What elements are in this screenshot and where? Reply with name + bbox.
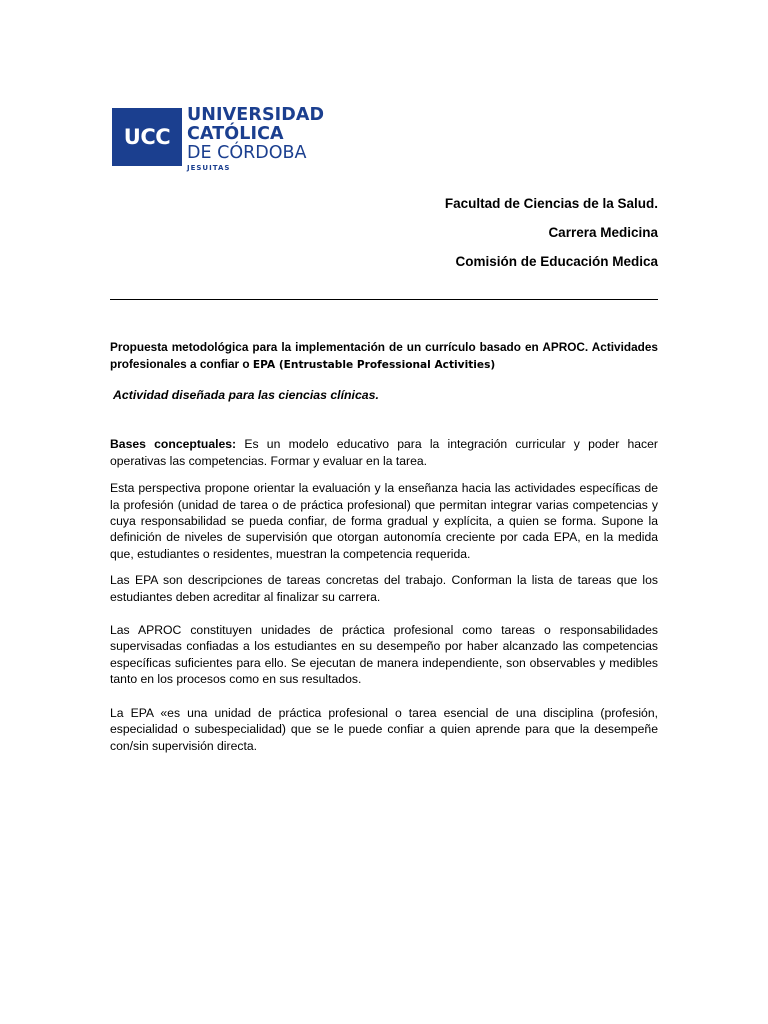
- document-title: [110, 339, 658, 374]
- logo-line-4: JESUITAS: [187, 164, 231, 172]
- commission-name: Comisión de Educación Medica: [455, 254, 658, 269]
- logo-mark: [112, 108, 182, 166]
- logo-line-2: CATÓLICA: [187, 124, 284, 144]
- title-epa: EPA (Entrustable Professional Activities): [252, 359, 496, 371]
- logo-line-1: UNIVERSIDAD: [187, 105, 325, 125]
- logo-mark-text: UCC: [123, 125, 171, 149]
- logo-wordmark: [187, 105, 325, 173]
- bases-text: Es un modelo educativo para la integración curricular y poder hacer operativas las competencias. Formar y evaluar en la tarea.: [110, 437, 658, 468]
- faculty-name: Facultad de Ciencias de la Salud.: [444, 196, 658, 211]
- career-name: Carrera Medicina: [548, 225, 658, 240]
- paragraph-epa-descripciones: Las EPA son descripciones de tareas concretas del trabajo. Conforman la lista de tareas que los estudiantes deben acreditar al finalizar su carrera.: [110, 573, 658, 604]
- bases-lead: Bases conceptuales:: [110, 437, 237, 452]
- university-logo: [110, 100, 325, 182]
- document-header: [445, 195, 658, 282]
- logo-line-3: DE CÓRDOBA: [187, 143, 307, 163]
- paragraph-epa-definicion: La EPA «es una unidad de práctica profesional o tarea esencial de una disciplina (profesión, especialidad o subespecialidad) que se le puede confiar a quien aprende para que la desempeñe con/sin supervisión directa.: [110, 705, 658, 753]
- paragraph-aproc: Las APROC constituyen unidades de práctica profesional como tareas o responsabilidades supervisadas confiadas a los estudiantes en su desempeño por haber alcanzado las competencias específicas suficientes para ello. Se ejecutan de manera independiente, son observables y medibles tanto en los procesos como en sus resultados.: [110, 623, 658, 687]
- title-main: Propuesta metodológica para la implementación de un currículo basado en APROC. Actividades profesionales a confiar o: [110, 340, 658, 371]
- document-subtitle: Actividad diseñada para las ciencias clínicas.: [113, 388, 379, 402]
- paragraph-bases: [110, 436, 658, 469]
- document-body: [110, 339, 658, 754]
- paragraph-perspectiva: Esta perspectiva propone orientar la evaluación y la enseñanza hacia las actividades específicas de la profesión (unidad de tarea o de práctica profesional) que permitan integrar varias competencias y cuya responsabilidad se pueda confiar, de forma gradual y explícita, a quien se forma. Supone la definición de niveles de supervisión que otorgan autonomía creciente por cada EPA, en la medida que, estudiantes o residentes, muestran la competencia requerida.: [110, 481, 658, 561]
- header-divider: [110, 299, 658, 300]
